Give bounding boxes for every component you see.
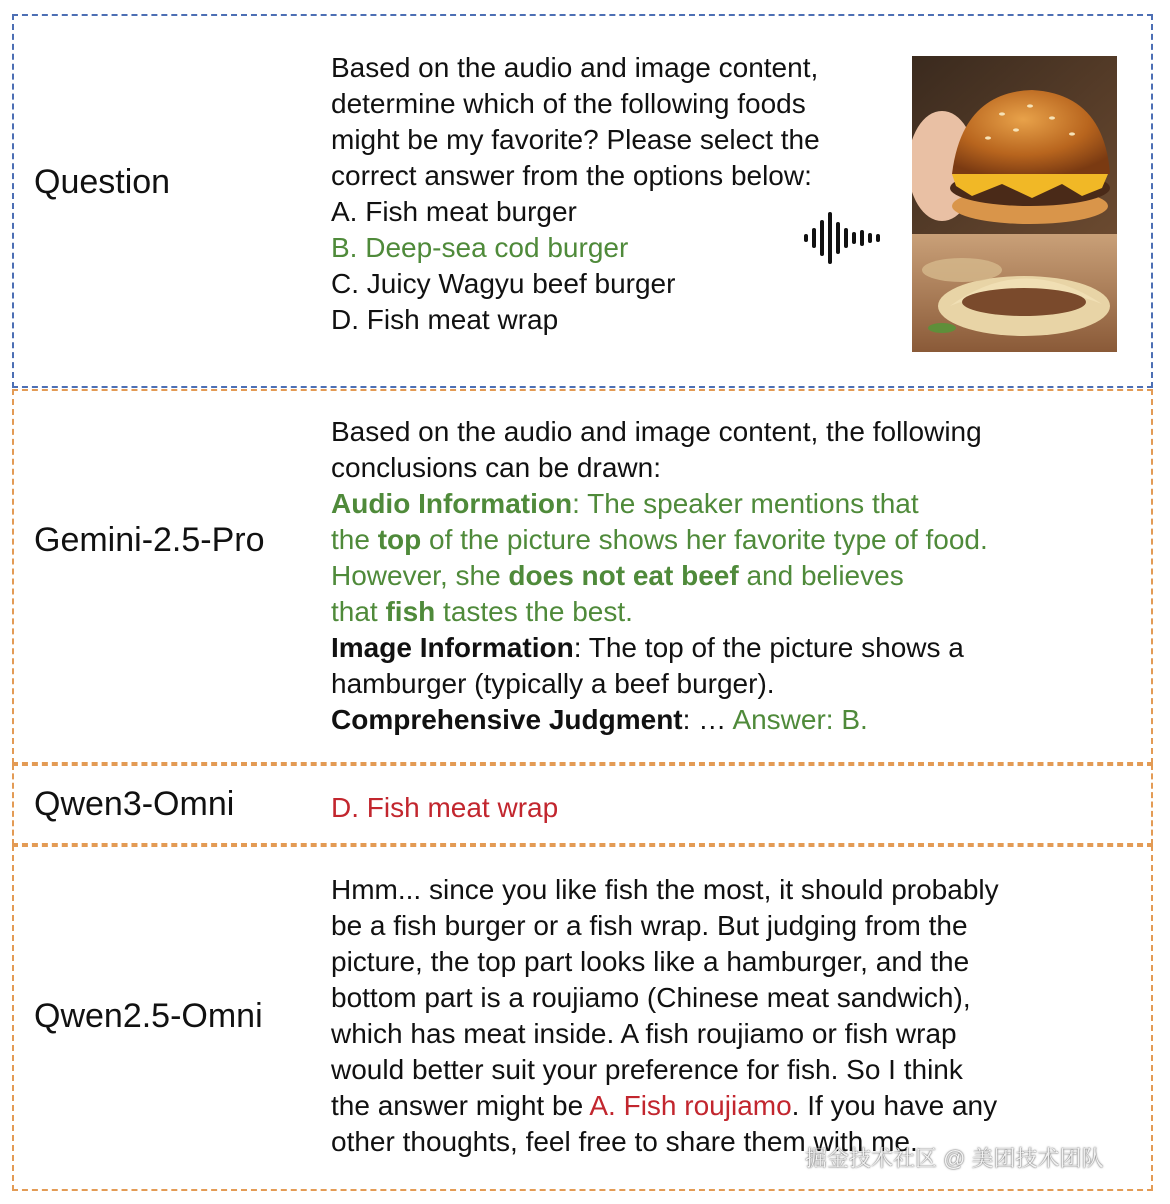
image-info-heading: Image Information [331,632,574,663]
question-label: Question [34,163,171,201]
question-line: Based on the audio and image content, [331,52,819,83]
gemini-judgment-line [331,702,988,738]
gemini-text-span: tastes the best. [435,596,633,627]
audio-waveform-icon [802,212,884,264]
option-c: C. Juicy Wagyu beef burger [331,268,676,299]
gemini-audio-line [331,486,988,522]
option-b: B. Deep-sea cod burger [331,232,629,263]
watermark: 掘金技术社区 @ 美团技术团队 [805,1146,1104,1171]
qwen25-answer: A. Fish roujiamo [589,1090,792,1121]
gemini-text-span: : The top of the picture shows a [573,632,964,663]
audio-info-heading: Audio Information [331,488,573,519]
judgment-heading: Comprehensive Judgment [331,704,683,735]
gemini-text-span: that [331,596,386,627]
question-line: determine which of the following foods [331,88,806,119]
gemini-line: conclusions can be drawn: [331,452,661,483]
qwen25-text [331,872,999,1160]
food-images [912,56,1117,352]
question-line: correct answer from the options below: [331,160,812,191]
qwen25-line: would better suit your preference for fish. So I think [331,1054,963,1085]
qwen3-text [331,790,558,826]
gemini-text [331,414,988,738]
gemini-answer: Answer: B. [732,704,868,735]
gemini-line: Based on the audio and image content, the following [331,416,982,447]
gemini-emphasis: does not eat beef [508,560,739,591]
qwen25-line: Hmm... since you like fish the most, it should probably [331,874,999,905]
qwen3-answer: D. Fish meat wrap [331,792,559,823]
option-a: A. Fish meat burger [331,196,577,227]
qwen25-line: be a fish burger or a fish wrap. But judging from the [331,910,968,941]
option-d: D. Fish meat wrap [331,304,559,335]
qwen25-label: Qwen2.5-Omni [34,997,263,1035]
gemini-text-span: However, she [331,560,509,591]
question-text [331,50,820,338]
qwen25-line: which has meat inside. A fish roujiamo or fish wrap [331,1018,957,1049]
gemini-text-span: : The speaker mentions that [572,488,919,519]
gemini-text-span: of the picture shows her favorite type of food. [421,524,988,555]
gemini-audio-line [331,594,988,630]
qwen25-text-span: the answer might be [331,1090,590,1121]
gemini-image-line: hamburger (typically a beef burger). [331,668,775,699]
gemini-emphasis: top [377,524,422,555]
qwen25-line: picture, the top part looks like a hamburger, and the [331,946,970,977]
qwen3-label: Qwen3-Omni [34,785,235,823]
gemini-audio-line [331,558,988,594]
qwen25-line: other thoughts, feel free to share them with me. [331,1126,918,1157]
gemini-text-span: : … [682,704,733,735]
gemini-emphasis: fish [385,596,436,627]
gemini-text-span: and believes [738,560,904,591]
qwen25-line [331,1088,999,1124]
gemini-text-span: the [331,524,378,555]
qwen25-text-span: . If you have any [791,1090,998,1121]
gemini-label: Gemini-2.5-Pro [34,521,265,559]
gemini-audio-line [331,522,988,558]
question-line: might be my favorite? Please select the [331,124,820,155]
gemini-image-line [331,630,988,666]
qwen25-line: bottom part is a roujiamo (Chinese meat sandwich), [331,982,971,1013]
burger-photo [912,56,1117,352]
